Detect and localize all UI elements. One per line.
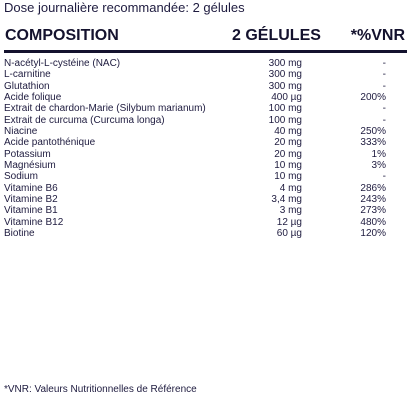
daily-dose-text: Dose journalière recommandée: 2 gélules: [4, 0, 245, 15]
ingredient-name: N-acétyl-L-cystéine (NAC): [4, 58, 121, 69]
ingredient-name: Niacine: [4, 126, 38, 138]
ingredient-vnr: 273%: [360, 205, 386, 217]
ingredient-quantity: 3 mg: [279, 205, 302, 217]
composition-table-header: [0, 26, 416, 46]
ingredient-quantity: 3,4 mg: [271, 194, 302, 206]
ingredient-quantity: 10 mg: [274, 160, 302, 172]
ingredient-quantity: 400 µg: [271, 92, 302, 104]
ingredient-vnr: 1%: [371, 148, 386, 160]
table-row: [0, 171, 416, 182]
table-row: [0, 183, 416, 194]
ingredient-vnr: -: [382, 103, 386, 115]
table-row: [0, 160, 416, 171]
table-row: [0, 58, 416, 69]
table-row: [0, 194, 416, 205]
table-row: [0, 205, 416, 216]
ingredient-vnr: -: [382, 69, 386, 81]
vnr-footnote: *VNR: Valeurs Nutritionnelles de Référence: [4, 384, 197, 395]
table-row: [0, 92, 416, 103]
ingredient-vnr: 480%: [360, 216, 386, 228]
ingredient-vnr: -: [382, 80, 386, 92]
ingredient-quantity: 300 mg: [268, 80, 302, 92]
header-divider: [4, 50, 407, 53]
ingredient-vnr: 250%: [360, 126, 386, 138]
table-row: [0, 217, 416, 228]
ingredient-name: Glutathion: [4, 80, 50, 92]
table-row: [0, 115, 416, 126]
ingredient-name: Extrait de chardon-Marie (Silybum marianum): [4, 103, 206, 115]
ingredient-name: Vitamine B1: [4, 205, 58, 217]
ingredient-name: Acide folique: [4, 92, 62, 104]
ingredient-quantity: 100 mg: [268, 114, 302, 126]
ingredient-vnr: 243%: [360, 194, 386, 206]
ingredient-vnr: 3%: [371, 160, 386, 172]
ingredient-quantity: 10 mg: [274, 171, 302, 183]
ingredient-quantity: 20 mg: [274, 148, 302, 160]
composition-table-body: [0, 58, 416, 240]
ingredient-name: Extrait de curcuma (Curcuma longa): [4, 114, 165, 126]
header-vnr: *%VNR: [350, 27, 405, 44]
header-composition: COMPOSITION: [5, 27, 119, 44]
table-row: [0, 81, 416, 92]
ingredient-name: Sodium: [4, 171, 38, 183]
ingredient-name: Magnésium: [4, 160, 56, 172]
ingredient-quantity: 300 mg: [268, 69, 302, 81]
ingredient-vnr: 200%: [360, 92, 386, 104]
table-row: [0, 228, 416, 239]
header-dose: 2 GÉLULES: [232, 27, 321, 44]
ingredient-quantity: 4 mg: [279, 182, 302, 194]
ingredient-name: L-carnitine: [4, 69, 51, 81]
ingredient-quantity: 12 µg: [276, 216, 302, 228]
ingredient-vnr: -: [382, 114, 386, 126]
ingredient-vnr: 333%: [360, 137, 386, 149]
ingredient-quantity: 60 µg: [276, 228, 302, 240]
ingredient-quantity: 100 mg: [268, 103, 302, 115]
table-row: [0, 137, 416, 148]
ingredient-vnr: 120%: [360, 228, 386, 240]
table-row: [0, 103, 416, 114]
ingredient-vnr: -: [382, 171, 386, 183]
ingredient-name: Vitamine B12: [4, 216, 64, 228]
ingredient-quantity: 20 mg: [274, 137, 302, 149]
ingredient-name: Potassium: [4, 148, 51, 160]
ingredient-quantity: 40 mg: [274, 126, 302, 138]
ingredient-name: Biotine: [4, 228, 35, 240]
ingredient-vnr: -: [382, 58, 386, 69]
ingredient-name: Vitamine B2: [4, 194, 58, 206]
table-row: [0, 149, 416, 160]
ingredient-vnr: 286%: [360, 182, 386, 194]
ingredient-name: Acide pantothénique: [4, 137, 96, 149]
table-row: [0, 69, 416, 80]
table-row: [0, 126, 416, 137]
ingredient-quantity: 300 mg: [268, 58, 302, 69]
ingredient-name: Vitamine B6: [4, 182, 58, 194]
